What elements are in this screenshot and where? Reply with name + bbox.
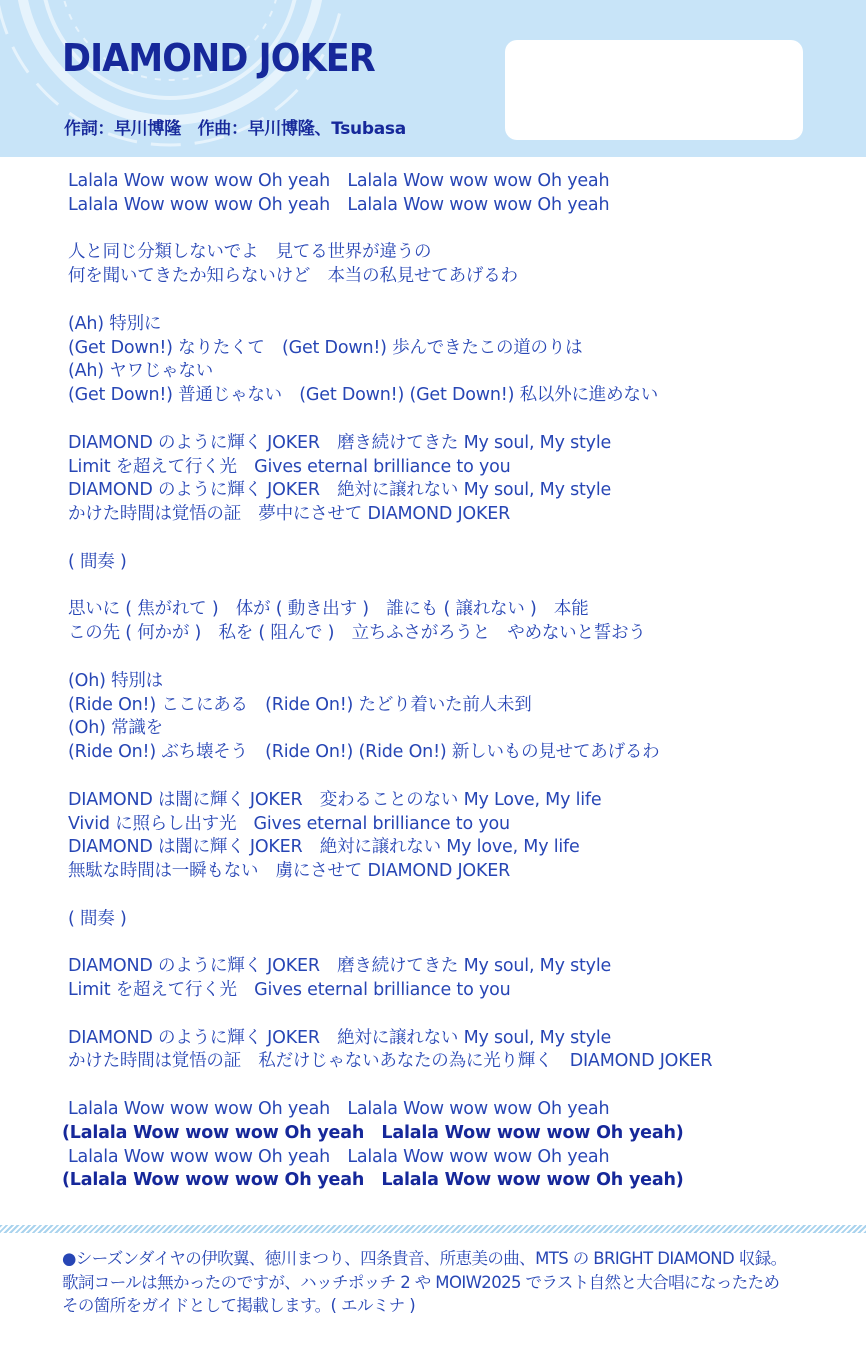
lyric-line: (Get Down!) 普通じゃない (Get Down!) (Get Down!) 私以外に進めない: [68, 385, 659, 406]
lyric-line: この先 ( 何かが ) 私を ( 阻んで ) 立ちふさがろうと やめないと誓おう: [68, 623, 646, 644]
lyric-line: DIAMOND は闇に輝く JOKER 絶対に譲れない My love, My life: [68, 837, 580, 858]
lyric-line: Vivid に照らし出す光 Gives eternal brilliance to you: [68, 813, 510, 834]
lyric-line: (Ride On!) ぶち壊そう (Ride On!) (Ride On!) 新しいもの見せてあげるわ: [68, 742, 660, 763]
lyric-line: DIAMOND のように輝く JOKER 磨き続けてきた My soul, My style: [68, 432, 612, 453]
song-title: DIAMOND JOKER: [62, 36, 375, 80]
hatched-divider: [0, 1225, 866, 1233]
note-line: その箇所をガイドとして掲載します。( エルミナ ): [62, 1296, 416, 1315]
stanza-gap: [68, 527, 848, 551]
stanza-gap: [68, 765, 848, 789]
lyric-line: DIAMOND のように輝く JOKER 絶対に譲れない My soul, My style: [68, 1027, 612, 1048]
lyric-line: (Oh) 常識を: [68, 718, 163, 739]
lyric-line: (Ah) 特別に: [68, 313, 162, 334]
call-line: (Lalala Wow wow wow Oh yeah Lalala Wow wow wow Oh yeah): [62, 1122, 684, 1143]
lyric-line: DIAMOND のように輝く JOKER 磨き続けてきた My soul, My style: [68, 956, 612, 977]
lyric-line: Lalala Wow wow wow Oh yeah Lalala Wow wow wow Oh yeah: [68, 194, 610, 215]
lyric-line: Lalala Wow wow wow Oh yeah Lalala Wow wow wow Oh yeah: [68, 1146, 610, 1167]
lyric-line: かけた時間は覚悟の証 私だけじゃないあなたの為に光り輝く DIAMOND JOKER: [68, 1051, 713, 1072]
stanza-gap: [68, 884, 848, 908]
lyrics-body: [62, 170, 848, 1193]
stanza-gap: [68, 218, 848, 242]
lyric-line: (Get Down!) なりたくて (Get Down!) 歩んできたこの道のりは: [68, 337, 583, 358]
stanza-gap: [68, 1074, 848, 1098]
header-band: [0, 0, 866, 157]
song-credits: 作詞：早川博隆 作曲：早川博隆、Tsubasa: [64, 119, 406, 139]
lyric-line: 無駄な時間は一瞬もない 虜にさせて DIAMOND JOKER: [68, 861, 511, 882]
lyric-line: 人と同じ分類しないでよ 見てる世界が違うの: [68, 242, 432, 263]
call-line: (Lalala Wow wow wow Oh yeah Lalala Wow wow wow Oh yeah): [62, 1170, 684, 1191]
lyric-line: (Ah) ヤワじゃない: [68, 361, 214, 382]
stanza-gap: [68, 932, 848, 956]
stanza-gap: [68, 408, 848, 432]
lyric-line: DIAMOND は闇に輝く JOKER 変わることのない My Love, My life: [68, 789, 602, 810]
lyric-line: Lalala Wow wow wow Oh yeah Lalala Wow wow wow Oh yeah: [68, 171, 610, 191]
lyric-line: Lalala Wow wow wow Oh yeah Lalala Wow wow wow Oh yeah: [68, 1099, 610, 1120]
lyric-line: Limit を超えて行く光 Gives eternal brilliance to you: [68, 980, 511, 1001]
lyric-line: Limit を超えて行く光 Gives eternal brilliance to you: [68, 456, 511, 477]
stanza-gap: [68, 289, 848, 313]
lyric-line: 何を聞いてきたか知らないけど 本当の私見せてあげるわ: [68, 266, 518, 287]
stanza-gap: [68, 575, 848, 599]
stanza-gap: [68, 646, 848, 670]
info-box: [505, 40, 803, 140]
stanza-gap: [68, 1003, 848, 1027]
lyric-line: 思いに ( 焦がれて ) 体が ( 動き出す ) 誰にも ( 譲れない ) 本能: [68, 599, 589, 620]
lyric-line: DIAMOND のように輝く JOKER 絶対に譲れない My soul, My style: [68, 480, 612, 501]
lyric-line: ( 間奏 ): [68, 551, 127, 572]
note-line: 歌詞コールは無かったのですが、ハッチポッチ 2 や MOIW2025 でラスト自然と大合唱になったため: [62, 1272, 780, 1292]
lyric-line: ( 間奏 ): [68, 908, 127, 929]
lyric-line: (Ride On!) ここにある (Ride On!) たどり着いた前人未到: [68, 694, 532, 715]
notes-section: [62, 1247, 852, 1318]
note-line: ●シーズンダイヤの伊吹翼、徳川まつり、四条貴音、所恵美の曲、MTS の BRIGHT DIAMOND 収録。: [62, 1249, 787, 1268]
lyric-line: かけた時間は覚悟の証 夢中にさせて DIAMOND JOKER: [68, 504, 511, 525]
lyric-line: (Oh) 特別は: [68, 670, 163, 691]
